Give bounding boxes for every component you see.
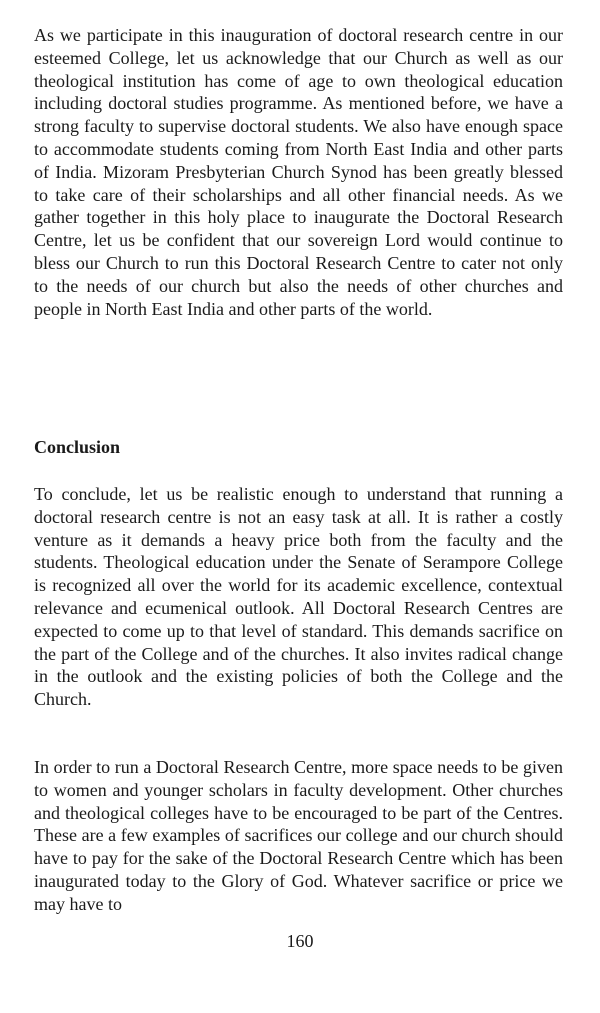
- body-paragraph-3: In order to run a Doctoral Research Centre, more space needs to be given to women and younger scholars in faculty development. Other churches and theological colleges have to be encouraged to be part of the Centres. These are a few examples of sacrifices our college and our church should have to pay for the sake of the Doctoral Research Centre which has been inaugurated today to the Glory of God. Whatever sacrifice or price we may have to: [34, 757, 563, 914]
- section-heading-conclusion: Conclusion: [34, 437, 121, 457]
- body-paragraph-2: To conclude, let us be realistic enough to understand that running a doctoral research centre is not an easy task at all. It is rather a costly venture as it demands a heavy price both from the faculty and the students. Theological education under the Senate of Serampore College is recognized all over the world for its academic excellence, contextual relevance and ecumenical outlook. All Doctoral Research Centres are expected to come up to that level of standard. This demands sacrifice on the part of the College and of the churches. It also invites radical change in the outlook and the existing policies of both the College and the Church.: [34, 484, 563, 710]
- page-number: 160: [286, 931, 314, 951]
- body-paragraph-1: As we participate in this inauguration of doctoral research centre in our esteemed College, let us acknowledge that our Church as well as our theological institution has come of age to own theological education including doctoral studies programme. As mentioned before, we have a strong faculty to supervise doctoral students. We also have enough space to accommodate students coming from North East India and other parts of India. Mizoram Presbyterian Church Synod has been greatly blessed to take care of their scholarships and all other financial needs. As we gather together in this holy place to inaugurate the Doctoral Research Centre, let us be confident that our sovereign Lord would continue to bless our Church to run this Doctoral Research Centre to cater not only to the needs of our church but also the needs of other churches and people in North East India and other parts of the world.: [34, 25, 563, 319]
